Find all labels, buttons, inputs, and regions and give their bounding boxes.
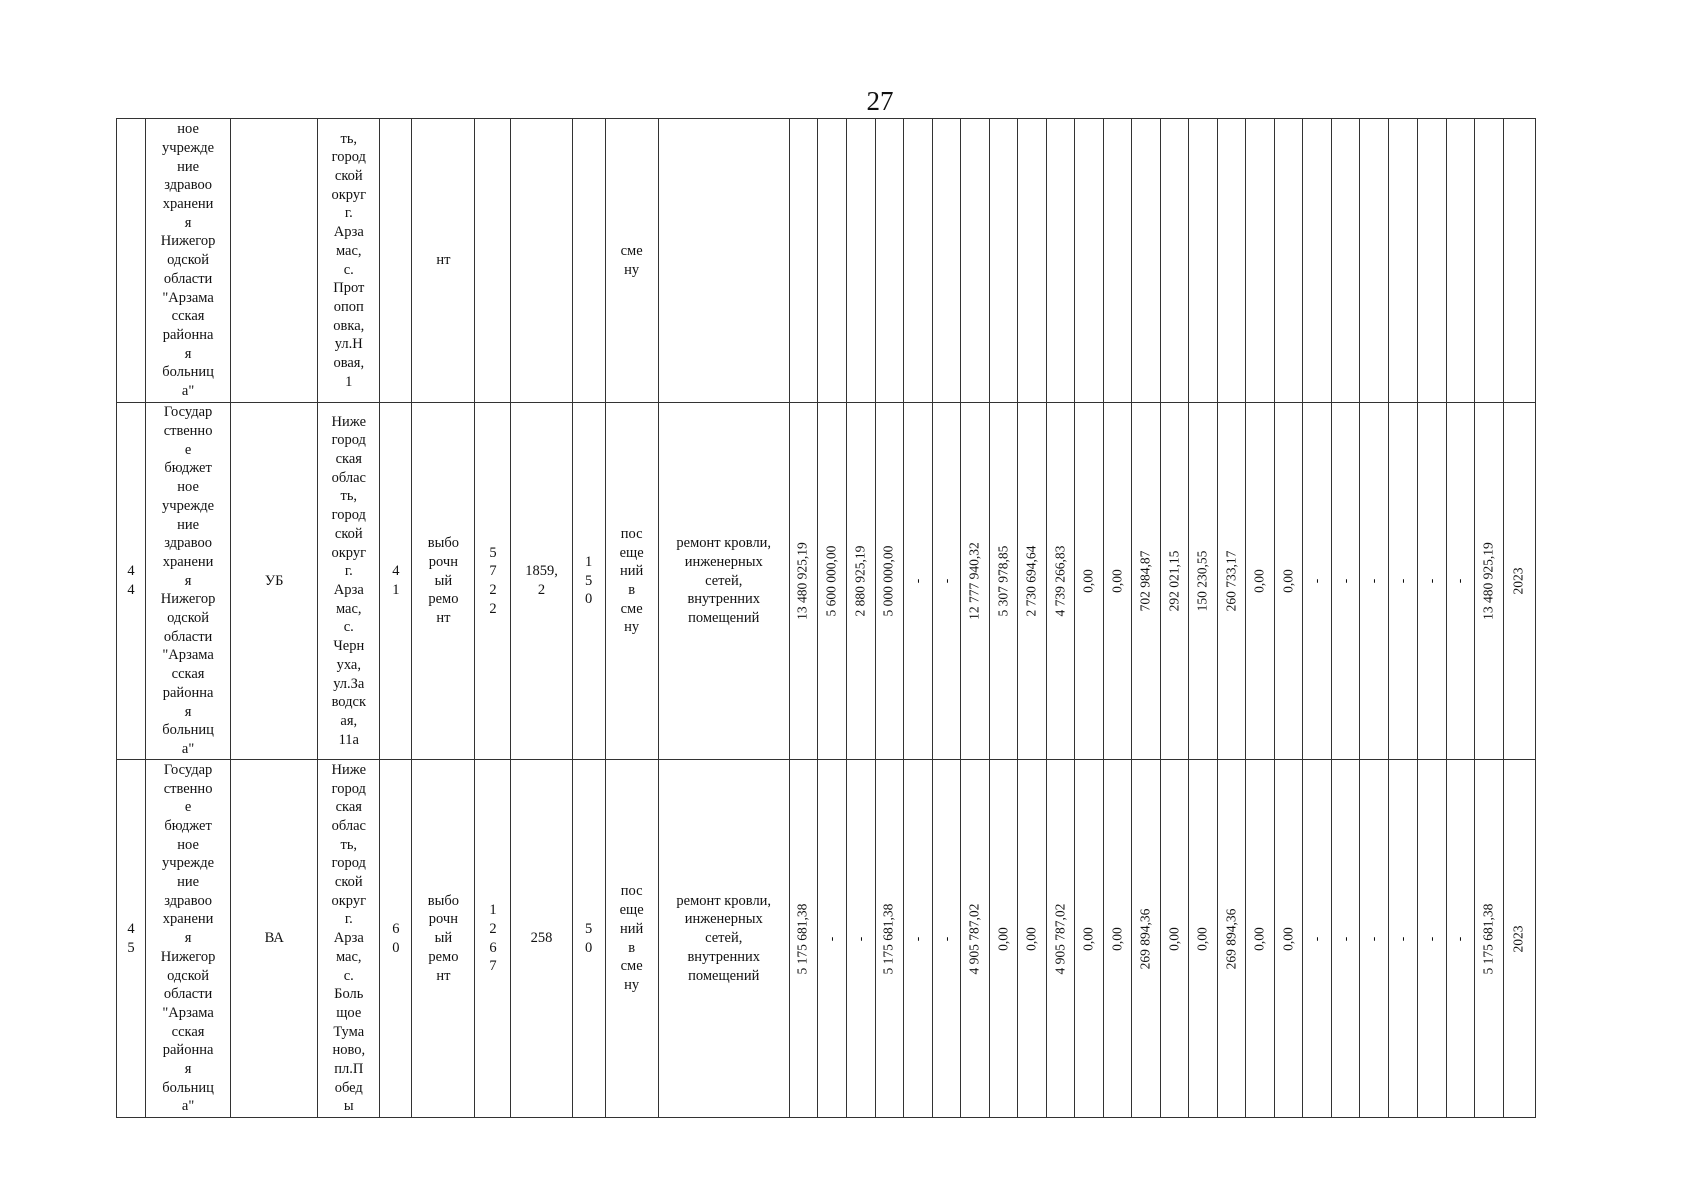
amount-cell: [1104, 403, 1132, 760]
amount-cell: [903, 403, 932, 760]
visits-per-shift-cell: [605, 403, 658, 760]
amount-cell: [1275, 119, 1303, 403]
amount-cell: [1189, 119, 1218, 403]
amount-cell: [1018, 760, 1047, 1118]
amount-value: 0,00: [1080, 926, 1096, 951]
dash-mark: -: [1309, 578, 1325, 584]
amount-cell: [1360, 760, 1389, 1118]
amount-value: 2023: [1510, 567, 1526, 595]
work-type: выбо рочн ый ремо нт: [427, 892, 459, 984]
work-description-cell: [658, 119, 789, 403]
dash-mark: -: [1337, 936, 1353, 941]
area-value-cell: [511, 403, 572, 760]
column-7-cell: [475, 119, 511, 403]
amount-value: 4 905 787,02: [966, 903, 982, 974]
district-code-cell: [231, 760, 318, 1118]
renovation-table: [116, 118, 1536, 1118]
area-value-cell: [511, 119, 572, 403]
work-type-cell: [412, 760, 475, 1118]
district-code-cell: [231, 403, 318, 760]
amount-cell: [846, 403, 875, 760]
table-row: [117, 760, 1536, 1118]
dash-mark: -: [1309, 936, 1325, 941]
institution-name-cell: [146, 119, 231, 403]
table-row: [117, 403, 1536, 760]
amount-value: 0,00: [1080, 569, 1096, 593]
amount-value: 0,00: [1280, 926, 1296, 951]
amount-cell: [1275, 403, 1303, 760]
object-code: 4 1: [392, 563, 400, 598]
capacity-cell: [572, 403, 605, 760]
amount-cell: [990, 119, 1018, 403]
amount-cell: [789, 760, 817, 1118]
amount-cell: [1503, 119, 1535, 403]
amount-value: 5 000 000,00: [881, 545, 897, 617]
amount-cell: [1360, 119, 1389, 403]
amount-cell: [846, 760, 875, 1118]
area-value: 1859, 2: [525, 563, 558, 598]
amount-value: 2 730 694,64: [1023, 545, 1039, 617]
amount-cell: [932, 760, 960, 1118]
work-type-cell: [412, 403, 475, 760]
amount-cell: [1047, 403, 1075, 760]
row-number-cell: [117, 403, 146, 760]
row-number-cell: [117, 119, 146, 403]
capacity-cell: [572, 760, 605, 1118]
amount-cell: [846, 119, 875, 403]
amount-cell: [932, 403, 960, 760]
object-address-cell: [318, 119, 380, 403]
visits-per-shift-cell: [605, 119, 658, 403]
amount-cell: [961, 760, 990, 1118]
dash-mark: -: [852, 936, 868, 941]
amount-cell: [990, 760, 1018, 1118]
amount-value: 5 307 978,85: [995, 545, 1011, 617]
amount-cell: [1303, 403, 1332, 760]
work-description: ремонт кровли, инженерных сетей, внутренних помещений: [676, 892, 772, 984]
amount-cell: [961, 119, 990, 403]
district-code-cell: [231, 119, 318, 403]
row-number: 4 4: [127, 563, 135, 598]
amount-cell: [903, 760, 932, 1118]
amount-cell: [1047, 119, 1075, 403]
work-type: выбо рочн ый ремо нт: [427, 535, 459, 627]
dash-mark: -: [1337, 578, 1353, 584]
dash-mark: -: [1366, 936, 1382, 941]
dash-mark: -: [1394, 936, 1410, 941]
amount-cell: [1075, 760, 1104, 1118]
amount-cell: [1104, 119, 1132, 403]
amount-cell: [1075, 119, 1104, 403]
amount-value: 4 739 266,83: [1052, 545, 1068, 617]
institution-name: Государ ственно е бюджет ное учрежде ние здравоо хранени я Нижегор одской области "Арзама сская районна я больниц а": [160, 761, 216, 1115]
amount-value: 12 777 940,32: [966, 542, 982, 620]
dash-mark: -: [1451, 578, 1467, 584]
amount-value: 0,00: [1251, 926, 1267, 951]
amount-cell: [903, 119, 932, 403]
work-description-cell: [658, 760, 789, 1118]
amount-cell: [1360, 403, 1389, 760]
amount-cell: [961, 403, 990, 760]
object-address: ть, город ской округ г. Арза мас, с. Прот опоп овка, ул.Н овая, 1: [331, 130, 367, 390]
amount-cell: [1246, 760, 1275, 1118]
visits-per-shift: сме ну: [620, 242, 643, 278]
amount-cell: [875, 760, 903, 1118]
amount-value: 5 175 681,38: [881, 903, 897, 974]
amount-cell: [1303, 119, 1332, 403]
dash-mark: -: [1366, 578, 1382, 584]
amount-value: 5 175 681,38: [1480, 903, 1496, 974]
dash-mark: -: [823, 936, 839, 941]
dash-mark: -: [909, 936, 925, 941]
row-number: 4 5: [127, 920, 135, 956]
amount-cell: [1218, 403, 1246, 760]
amount-cell: [1417, 119, 1446, 403]
amount-cell: [817, 403, 846, 760]
amount-cell: [875, 403, 903, 760]
amount-value: 269 894,36: [1137, 908, 1153, 969]
amount-cell: [1417, 760, 1446, 1118]
visits-per-shift: пос еще ний в сме ну: [619, 525, 644, 636]
institution-name: Государ ственно е бюджет ное учрежде ние здравоо хранени я Нижегор одской области "Арзама сская районна я больниц а": [160, 404, 216, 757]
amount-value: 269 894,36: [1223, 908, 1239, 969]
amount-cell: [1446, 119, 1474, 403]
column-7-cell: [475, 403, 511, 760]
district-code: УБ: [264, 572, 284, 589]
amount-cell: [1417, 403, 1446, 760]
amount-value: 260 733,17: [1223, 550, 1239, 612]
amount-value: 0,00: [1109, 926, 1125, 951]
amount-cell: [817, 119, 846, 403]
amount-cell: [1189, 760, 1218, 1118]
amount-value: 2 880 925,19: [852, 545, 868, 617]
amount-cell: [1332, 760, 1360, 1118]
amount-cell: [1332, 403, 1360, 760]
work-description: ремонт кровли, инженерных сетей, внутренних помещений: [676, 535, 772, 627]
amount-cell: [1161, 403, 1189, 760]
visits-per-shift: пос еще ний в сме ну: [619, 883, 644, 993]
page-number: 27: [866, 86, 894, 116]
amount-cell: [1246, 403, 1275, 760]
amount-value: 4 905 787,02: [1052, 903, 1068, 974]
amount-value: 702 984,87: [1137, 550, 1153, 612]
amount-cell: [1474, 403, 1503, 760]
amount-value: 5 175 681,38: [794, 903, 810, 974]
dash-mark: -: [1423, 578, 1439, 584]
amount-cell: [1503, 760, 1535, 1118]
amount-cell: [1218, 760, 1246, 1118]
amount-value: 150 230,55: [1194, 550, 1210, 612]
institution-name-cell: [146, 403, 231, 760]
amount-cell: [1474, 119, 1503, 403]
amount-cell: [817, 760, 846, 1118]
dash-mark: -: [1451, 936, 1467, 941]
area-value: 258: [530, 930, 553, 947]
amount-value: 0,00: [995, 926, 1011, 951]
amount-cell: [1132, 760, 1161, 1118]
object-code-cell: [380, 760, 412, 1118]
amount-cell: [1075, 403, 1104, 760]
amount-value: 13 480 925,19: [794, 542, 810, 620]
amount-cell: [1161, 119, 1189, 403]
object-code-cell: [380, 403, 412, 760]
table-row: [117, 119, 1536, 403]
object-address-cell: [318, 403, 380, 760]
amount-cell: [1389, 760, 1417, 1118]
amount-cell: [1189, 403, 1218, 760]
capacity-cell: [572, 119, 605, 403]
amount-cell: [932, 119, 960, 403]
amount-cell: [1474, 760, 1503, 1118]
amount-cell: [1218, 119, 1246, 403]
work-type: нт: [436, 252, 451, 269]
amount-cell: [1503, 403, 1535, 760]
dash-mark: -: [1394, 578, 1410, 584]
object-address: Ниже город ская облас ть, город ской округ г. Арза мас, с. Боль щое Тума ново, пл.П обед ы: [331, 761, 367, 1115]
amount-cell: [1303, 760, 1332, 1118]
object-code-cell: [380, 119, 412, 403]
row-number-cell: [117, 760, 146, 1118]
amount-cell: [1275, 760, 1303, 1118]
capacity: 1 5 0: [584, 553, 593, 608]
object-address: Ниже город ская облас ть, город ской округ г. Арза мас, с. Черн уха, ул.За водск ая, 11а: [331, 413, 367, 748]
amount-value: 2023: [1510, 925, 1526, 952]
dash-mark: -: [909, 578, 925, 584]
amount-value: 0,00: [1166, 926, 1182, 951]
amount-cell: [1047, 760, 1075, 1118]
district-code: ВА: [264, 930, 284, 947]
column-7: 5 7 2 2: [489, 544, 497, 617]
visits-per-shift-cell: [605, 760, 658, 1118]
amount-cell: [1389, 119, 1417, 403]
amount-cell: [1018, 403, 1047, 760]
work-description-cell: [658, 403, 789, 760]
amount-value: 0,00: [1109, 569, 1125, 593]
column-7: 1 2 6 7: [489, 902, 497, 975]
amount-value: 5 600 000,00: [823, 545, 839, 617]
amount-cell: [1246, 119, 1275, 403]
amount-value: 0,00: [1023, 926, 1039, 951]
amount-cell: [1161, 760, 1189, 1118]
dash-mark: -: [938, 936, 954, 941]
work-type-cell: [412, 119, 475, 403]
amount-cell: [1389, 403, 1417, 760]
amount-cell: [990, 403, 1018, 760]
amount-cell: [1132, 403, 1161, 760]
amount-cell: [875, 119, 903, 403]
amount-value: 0,00: [1194, 926, 1210, 951]
capacity: 5 0: [584, 920, 593, 956]
dash-mark: -: [1423, 936, 1439, 941]
object-address-cell: [318, 760, 380, 1118]
amount-cell: [1104, 760, 1132, 1118]
amount-value: 0,00: [1251, 569, 1267, 593]
amount-cell: [1332, 119, 1360, 403]
dash-mark: -: [938, 578, 954, 584]
amount-cell: [789, 119, 817, 403]
institution-name-cell: [146, 760, 231, 1118]
amount-cell: [1446, 760, 1474, 1118]
institution-name: ное учрежде ние здравоо хранени я Нижегор одской области "Арзама сская районна я больниц а": [160, 121, 216, 400]
amount-cell: [1446, 403, 1474, 760]
amount-cell: [1132, 119, 1161, 403]
amount-value: 13 480 925,19: [1480, 542, 1496, 620]
amount-value: 292 021,15: [1166, 550, 1182, 612]
column-7-cell: [475, 760, 511, 1118]
amount-cell: [789, 403, 817, 760]
amount-value: 0,00: [1280, 569, 1296, 593]
amount-cell: [1018, 119, 1047, 403]
area-value-cell: [511, 760, 572, 1118]
object-code: 6 0: [392, 920, 400, 956]
